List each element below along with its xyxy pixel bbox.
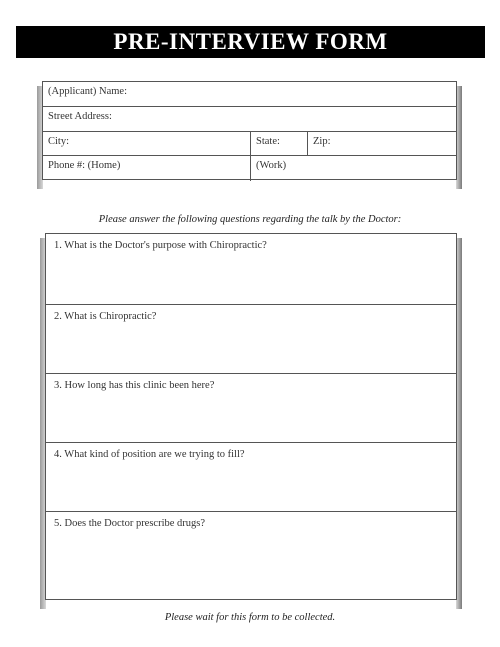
city-field[interactable]: City: <box>48 135 70 147</box>
name-field[interactable]: (Applicant) Name: <box>48 86 128 97</box>
phone-row <box>43 156 456 181</box>
footer-text: Please wait for this form to be collected. <box>164 612 336 623</box>
instruction-text: Please answer the following questions regarding the talk by the Doctor: <box>98 214 402 225</box>
questions-box <box>45 233 457 600</box>
phone-work-field[interactable]: (Work) <box>250 156 456 181</box>
zip-field[interactable]: Zip: <box>307 132 456 156</box>
question-5[interactable]: 5. Does the Doctor prescribe drugs? <box>54 518 206 529</box>
question-1[interactable]: 1. What is the Doctor's purpose with Chiropractic? <box>46 234 456 305</box>
question-2[interactable]: 2. What is Chiropractic? <box>46 305 456 374</box>
phone-home-field[interactable]: Phone #: (Home) <box>48 160 121 172</box>
city-state-zip-row <box>43 132 456 157</box>
street-row <box>43 107 456 132</box>
form-title: PRE-INTERVIEW FORM <box>16 26 485 58</box>
question-4[interactable]: 4. What kind of position are we trying to fill? <box>46 443 456 512</box>
question-3[interactable]: 3. How long has this clinic been here? <box>46 374 456 443</box>
street-address-field[interactable]: Street Address: <box>48 110 112 122</box>
state-field[interactable]: State: <box>250 132 307 156</box>
name-row <box>43 82 456 107</box>
applicant-info-box <box>42 81 457 180</box>
